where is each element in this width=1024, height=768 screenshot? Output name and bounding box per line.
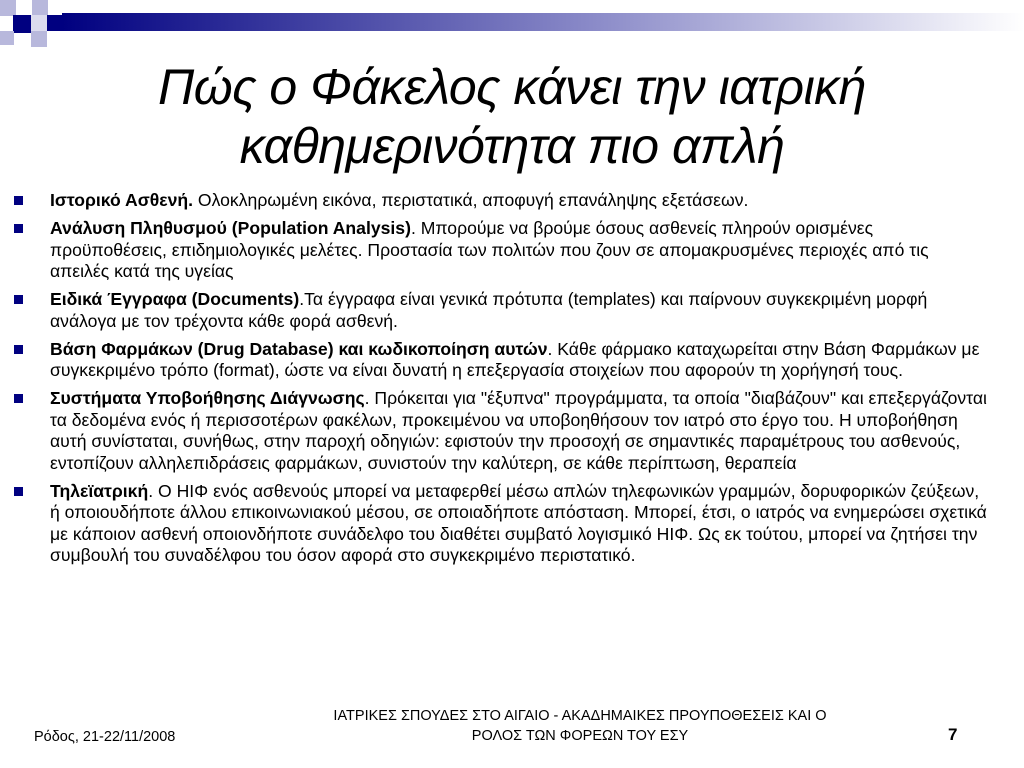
bullet-heading: Ανάλυση Πληθυσμού (Population Analysis) bbox=[50, 218, 411, 238]
corner-square bbox=[31, 31, 47, 47]
corner-square bbox=[31, 15, 47, 31]
square-bullet-icon bbox=[14, 295, 23, 304]
bullet-text: Ολοκληρωμένη εικόνα, περιστατικά, αποφυγή επανάληψης εξετάσεων. bbox=[193, 190, 749, 210]
bullet-text: .Τα έγγραφα είναι γενικά πρότυπα (templates) και παίρνουν συγκεκριμένη μορφή ανάλογα με τον τρέχοντα κάθε φορά ασθενή. bbox=[50, 289, 928, 331]
bullet-text: . Ο ΗΙΦ ενός ασθενούς μπορεί να μεταφερθεί μέσω απλών τηλεφωνικών γραμμών, δορυφορικών ζεύξεων, ή οποιουδήποτε άλλου επικοινωνιακού μέσου, σε οποιαδήποτε απόσταση. Μπορεί, έτσι, ο ιατρός να ενημερώσει σχετικά με κάποιον ασθενή οποιονδήποτε συνάδελφο του διαθέτει συμβατό λογισμικό ΗΙΦ. Ως εκ τούτου, μπορεί να ζητήσει την συμβουλή του συναδέλφου του όσον αφορά στο συγκεκριμένο περιστατικό. bbox=[50, 480, 987, 565]
corner-square bbox=[16, 0, 32, 16]
bullet-text: . Πρόκειται για "έξυπνα" προγράμματα, τα οποία "διαβάζουν" και επεξεργάζονται τα δεδομένα ενός ή περισσοτέρων φακέλων, προκειμένου να υποβοηθήσουν τον ιατρό στο έργο του. Η υποβοήθηση αυτή συνίσταται, συνήθως, στην παροχή οδηγιών: εφιστούν την προσοχή σε σημαντικές παραμέτρους του ασθενούς, εντοπίζουν αλληλεπιδράσεις φαρμάκων, συνιστούν την καλύτερη, σε κάθε περίπτωση, θεραπεία bbox=[50, 388, 987, 473]
footer-title-line: ΙΑΤΡΙΚΕΣ ΣΠΟΥΔΕΣ ΣΤΟ ΑΙΓΑΙΟ - ΑΚΑΔΗΜΑΙΚΕΣ ΠΡΟΥΠΟΘΕΣΕΙΣ ΚΑΙ Ο bbox=[333, 708, 827, 724]
square-bullet-icon bbox=[14, 487, 23, 496]
corner-square bbox=[47, 15, 63, 31]
bullet-item bbox=[12, 190, 992, 212]
bullet-text: . Μπορούμε να βρούμε όσους ασθενείς πληρούν ορισμένες προϋποθέσεις, επιδημιολογικές μελέτες. Προστασία των πολιτών που ζουν σε απομακρυσμένες περιοχές από τις απειλές κατά της υγείας bbox=[50, 218, 929, 281]
title-line: καθημερινότητα πιο απλή bbox=[239, 118, 785, 174]
bullet-list bbox=[12, 190, 992, 573]
bullet-heading: Ειδικά Έγγραφα (Documents) bbox=[50, 289, 300, 309]
bullet-item bbox=[12, 289, 992, 332]
bullet-heading: Συστήματα Υποβοήθησης Διάγνωσης bbox=[50, 388, 365, 408]
corner-square bbox=[32, 0, 48, 16]
bullet-item bbox=[12, 218, 992, 283]
bullet-item bbox=[12, 481, 992, 567]
footer-presentation-title bbox=[270, 706, 890, 746]
bullet-heading: Βάση Φαρμάκων (Drug Database) και κωδικοποίηση αυτών bbox=[50, 338, 548, 359]
square-bullet-icon bbox=[14, 345, 23, 354]
title-line: Πώς ο Φάκελος κάνει την ιατρική bbox=[158, 59, 866, 115]
square-bullet-icon bbox=[14, 224, 23, 233]
footer-title-line: ΡΟΛΟΣ ΤΩΝ ΦΟΡΕΩΝ ΤΟΥ ΕΣΥ bbox=[471, 728, 689, 744]
bullet-text: . Κάθε φάρμακο καταχωρείται στην Βάση Φαρμάκων με συγκεκριμένο τρόπο (format), ώστε να είναι δυνατή η επεξεργασία στοιχείων που αφορούν τη χορήγησή τους. bbox=[50, 338, 980, 380]
square-bullet-icon bbox=[14, 394, 23, 403]
bullet-heading: Τηλεϊατρική bbox=[50, 480, 149, 501]
footer-date-location: Ρόδος, 21-22/11/2008 bbox=[34, 729, 176, 745]
corner-square bbox=[0, 0, 16, 16]
bullet-item bbox=[12, 339, 992, 382]
corner-decoration bbox=[0, 0, 1024, 50]
corner-square bbox=[13, 15, 31, 33]
slide-title bbox=[30, 58, 994, 176]
corner-square bbox=[0, 31, 14, 45]
header-gradient-bar bbox=[62, 13, 1024, 31]
bullet-heading: Ιστορικό Ασθενή. bbox=[50, 190, 194, 210]
square-bullet-icon bbox=[14, 196, 23, 205]
bullet-item bbox=[12, 388, 992, 474]
slide-number: 7 bbox=[948, 725, 958, 744]
